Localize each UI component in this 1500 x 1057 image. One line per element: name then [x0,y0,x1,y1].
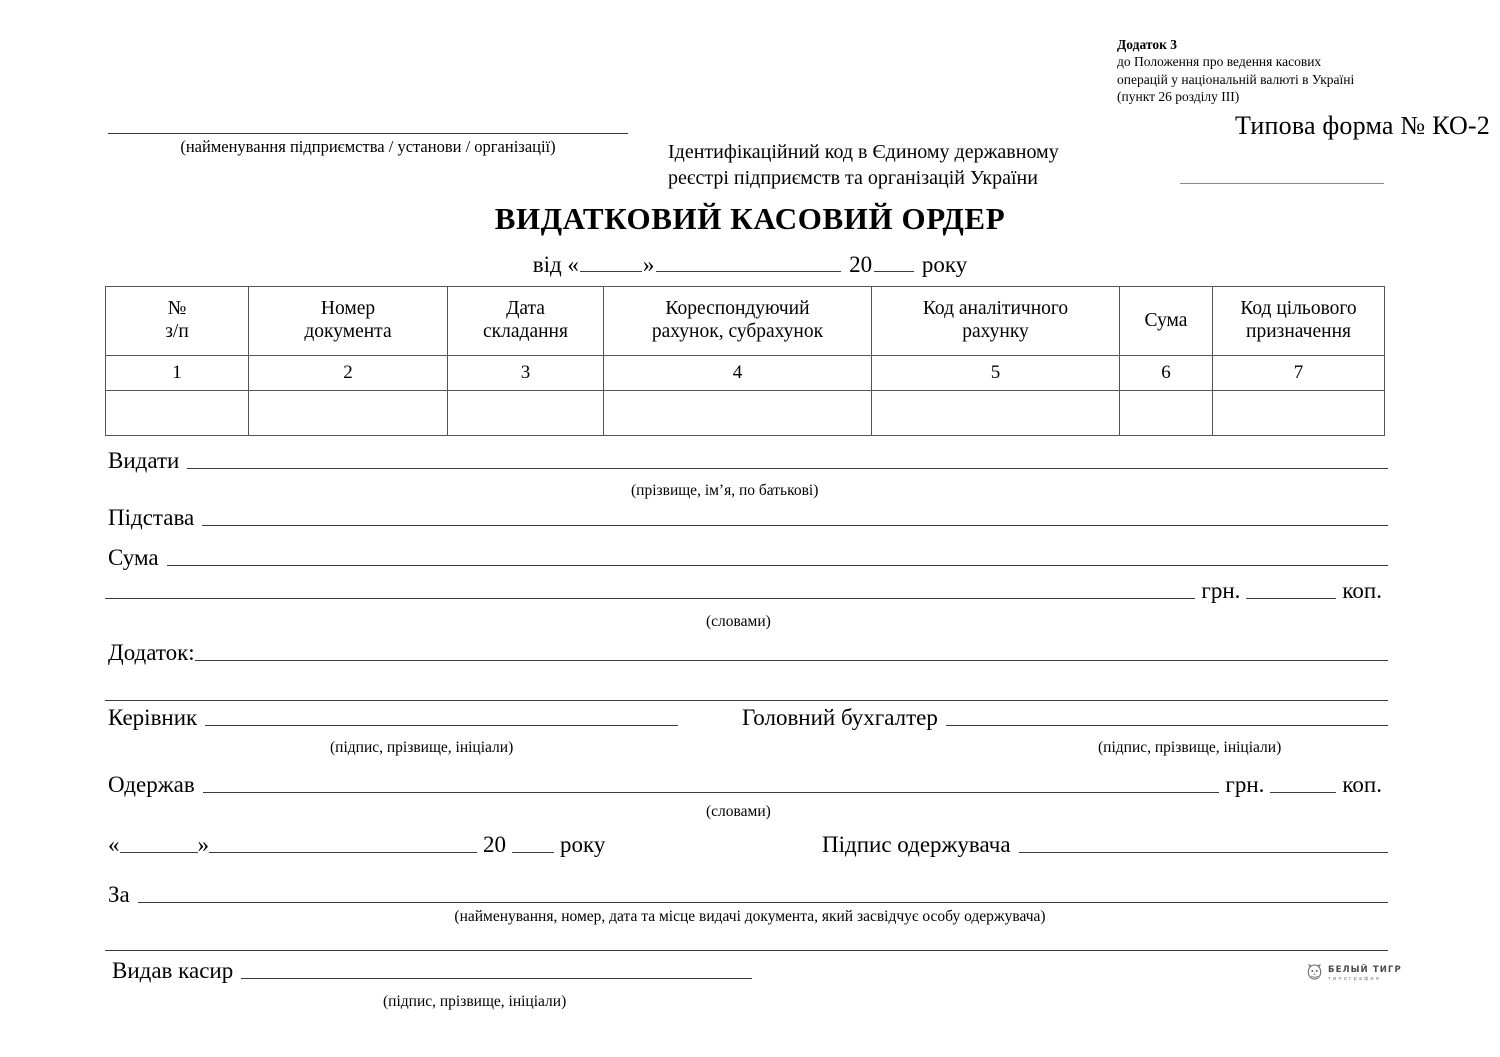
identification-code-label [668,139,1138,192]
basis-input[interactable] [202,525,1388,526]
column-index-7: 7 [1213,356,1385,391]
received-kopiyka-input[interactable] [1270,792,1336,793]
date-year-input[interactable] [874,271,914,272]
identification-code-input-rule[interactable] [1180,183,1384,184]
sum-words-input[interactable] [105,598,1195,599]
column-index-6: 6 [1120,356,1213,391]
manager-label: Керівник [108,705,198,730]
recipient-date-year-prefix: 20 [483,832,506,857]
cell-corresponding[interactable] [604,391,872,436]
received-kopiyka-label: коп. [1342,772,1382,797]
recipient-date-field [108,832,668,858]
date-month-input[interactable] [656,271,841,272]
recipient-signature-input[interactable] [1019,852,1388,853]
sum-label: Сума [108,545,159,570]
column-header-date: Дата складання [448,287,604,356]
publisher-subtitle: типография [1328,975,1381,982]
table-column-numbers-row [106,356,1385,391]
sum-words-row [105,578,1388,604]
column-header-sum: Сума [1120,287,1213,356]
recipient-signature-label: Підпис одержувача [822,832,1011,857]
recipient-date-suffix: року [560,832,606,857]
sum-words-caption: (словами) [706,613,771,630]
recipient-signature-field [822,832,1388,858]
document-basis-input[interactable] [138,902,1388,903]
recipient-date-quote-open: « [108,832,120,857]
recipient-date-day-input[interactable] [120,852,198,853]
identification-code-line-2: реєстрі підприємств та організацій України [668,167,1038,190]
received-hryvnia-label: грн. [1225,772,1265,797]
annex-line-3: (пункт 26 розділу III) [1117,88,1240,104]
cashier-field [112,958,752,984]
column-header-analytic-code: Код аналітичного рахунку [872,287,1120,356]
manager-caption: (підпис, прізвище, ініціали) [330,739,514,756]
basis-label: Підстава [108,505,195,530]
recipient-date-year-input[interactable] [512,852,554,853]
column-index-5: 5 [872,356,1120,391]
manager-signature-input[interactable] [205,725,678,726]
date-year-prefix: 20 [849,252,873,277]
publisher-logo [1306,962,1402,986]
column-header-doc-number: Номер документа [249,287,448,356]
sum-kopiyka-input[interactable] [1246,598,1336,599]
accountant-signature-input[interactable] [946,725,1388,726]
recipient-date-quote-close: » [197,832,209,857]
date-quote-close: » [642,252,655,277]
cell-analytic-code[interactable] [872,391,1120,436]
tiger-head-icon [1306,962,1323,986]
received-caption: (словами) [706,803,771,820]
document-date-line [0,252,1500,278]
accounting-table [105,286,1385,436]
document-basis-caption: (найменування, номер, дата та місце видачі документа, який засвідчує особу одержувача) [454,908,1046,925]
sum-field [108,545,1388,571]
sum-input[interactable] [167,565,1388,566]
column-index-4: 4 [604,356,872,391]
basis-field [108,505,1388,531]
date-day-input[interactable] [580,271,642,272]
identification-code-line-1: Ідентифікаційний код в Єдиному державному [668,141,1059,163]
cell-purpose-code[interactable] [1213,391,1385,436]
annex-title: Додаток 3 [1117,37,1177,52]
column-index-3: 3 [448,356,604,391]
organisation-name-rule[interactable] [108,133,628,134]
table-header-row [106,287,1385,356]
cell-number[interactable] [106,391,249,436]
form-number: Типова форма № КО-2 [1234,111,1490,140]
date-suffix: року [921,252,968,277]
annex-line-1: до Положення про ведення касових [1117,54,1322,70]
column-header-corresponding: Кореспондуючий рахунок, субрахунок [604,287,872,356]
accountant-caption: (підпис, прізвище, ініціали) [1098,739,1282,756]
document-basis-label: За [108,882,130,907]
sum-hryvnia-label: грн. [1201,578,1241,603]
column-index-2: 2 [249,356,448,391]
issue-to-field [108,448,1388,474]
publisher-name: БЕЛЫЙ ТИГР [1328,965,1402,976]
annex-line-2: операцій у національній валюті в Україні [1117,71,1355,87]
cashier-caption: (підпис, прізвище, ініціали) [383,993,567,1010]
attachment-field [108,640,1388,666]
sum-kopiyka-label: коп. [1342,578,1382,603]
attachment-input[interactable] [195,660,1388,661]
cashier-label: Видав касир [112,958,234,983]
document-basis-field [108,882,1388,908]
document-title: ВИДАТКОВИЙ КАСОВИЙ ОРДЕР [494,201,1006,236]
recipient-date-month-input[interactable] [209,852,477,853]
organisation-name-field [108,133,628,157]
received-field [108,772,1388,798]
issue-to-caption: (прізвище, ім’я, по батькові) [631,482,819,499]
cashier-signature-input[interactable] [241,978,752,979]
organisation-name-caption: (найменування підприємства / установи / організації) [180,137,556,156]
column-header-number: № з/п [106,287,249,356]
issue-to-label: Видати [108,448,180,473]
date-prefix: від « [532,252,579,277]
annex-reference [1117,36,1487,105]
cashier-section-rule[interactable] [105,950,1388,951]
received-input[interactable] [203,792,1220,793]
accountant-field [742,705,1388,731]
received-label: Одержав [108,772,195,797]
column-header-purpose-code: Код цільового призначення [1213,287,1385,356]
cell-doc-number[interactable] [249,391,448,436]
attachment-label: Додаток: [108,640,195,665]
manager-field [108,705,678,731]
cell-sum[interactable] [1120,391,1213,436]
issue-to-input[interactable] [187,468,1388,469]
cell-date[interactable] [448,391,604,436]
table-row[interactable] [106,391,1385,436]
accountant-label: Головний бухгалтер [742,705,938,730]
column-index-1: 1 [106,356,249,391]
attachment-second-rule[interactable] [105,700,1388,701]
